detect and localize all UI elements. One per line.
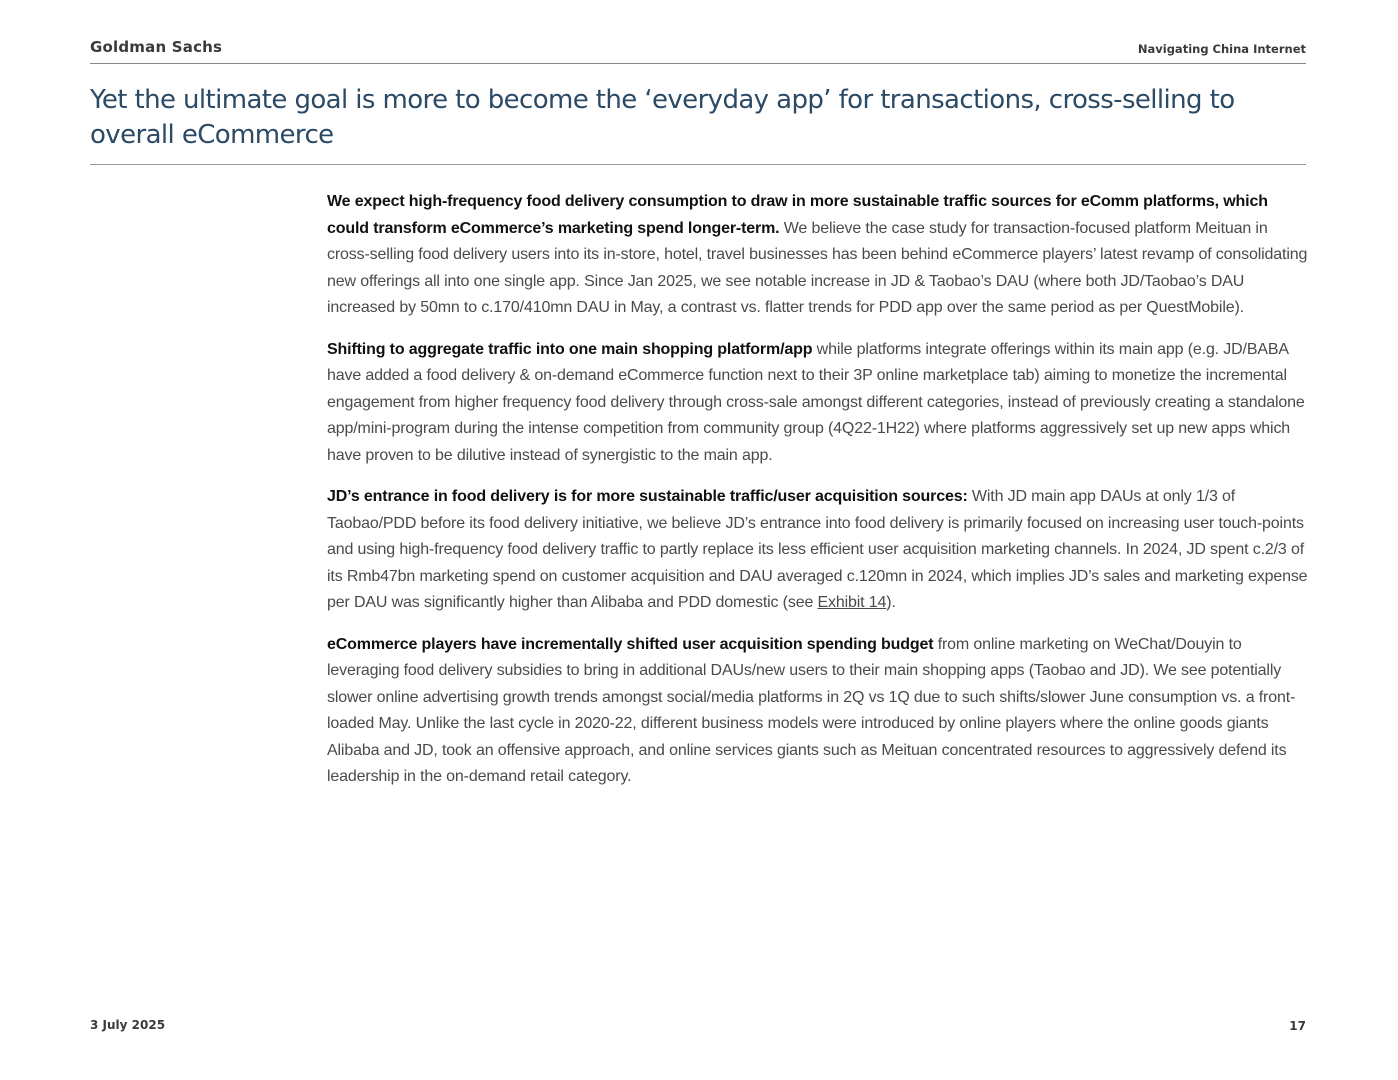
header-divider — [90, 63, 1306, 64]
paragraph-lead: JD’s entrance in food delivery is for more sustainable traffic/user acquisition sources: — [327, 488, 968, 505]
report-title: Navigating China Internet — [1137, 42, 1306, 56]
paragraph-lead: eCommerce players have incrementally shifted user acquisition spending budget — [327, 635, 934, 653]
publication-date: 3 July 2025 — [90, 1018, 166, 1032]
paragraph-body: while platforms integrate offerings within its main app (e.g. JD/BABA have added a food delivery & on-demand eCommerce function next to their 3P online marketplace tab) aiming to monetize the incremental engagement from higher frequency food delivery through cross-sale amongst different categories, instead of previously creating a standalone app/mini-program during the intense competition from community group (4Q22-1H22) where platforms aggressively set up new apps which have proven to be dilutive instead of synergistic to the main app. — [327, 340, 1305, 464]
paragraph-body: With JD main app DAUs at only 1/3 of Taobao/PDD before its food delivery initiative, we believe JD’s entrance into food delivery is primarily focused on increasing user touch-points and using high-frequency food delivery traffic to partly replace its less efficient user acquisition marketing channels. In 2024, JD spent c.2/3 of its Rmb47bn marketing spend on customer acquisition and DAU averaged c.120mn in 2024, which implies JD’s sales and marketing expense per DAU was significantly higher than Alibaba and PDD domestic (see — [327, 488, 1308, 611]
body-text — [327, 189, 1309, 806]
paragraph-lead: We expect high-frequency food delivery consumption to draw in more sustainable traffic sources for eComm platforms, which could transform eCommerce’s marketing spend longer-term. — [327, 193, 1268, 237]
page-title: Yet the ultimate goal is more to become the ‘everyday app’ for transactions, cross-selling to overall eCommerce — [90, 85, 1235, 150]
title-divider — [90, 164, 1306, 165]
brand-name: Goldman Sachs — [90, 38, 223, 56]
paragraph-body: We believe the case study for transaction-focused platform Meituan in cross-selling food delivery users into its in-store, hotel, travel businesses has been behind eCommerce players’ latest revamp of consolidating new offerings all into one single app. Since Jan 2025, we see notable increase in JD & Taobao’s DAU (where both JD/Taobao’s DAU increased by 50mn to c.170/410mn DAU in May, a contrast vs. flatter trends for PDD app over the same period as per QuestMobile). — [327, 219, 1308, 316]
paragraph-jd-food-delivery — [327, 484, 1309, 617]
exhibit-14-link[interactable]: Exhibit 14 — [817, 594, 887, 611]
page-number: 17 — [1289, 1019, 1306, 1033]
paragraph-aggregate-traffic — [327, 337, 1309, 470]
paragraph-tail: ). — [886, 594, 896, 611]
paragraph-body: from online marketing on WeChat/Douyin to leveraging food delivery subsidies to bring in additional DAUs/new users to their main shopping apps (Taobao and JD). We see potentially slower online advertising growth trends amongst social/media platforms in 2Q vs 1Q due to such shifts/slower June consumption vs. a front-loaded May. Unlike the last cycle in 2020-22, different business models were introduced by online players where the online goods giants Alibaba and JD, took an offensive approach, and online services giants such as Meituan concentrated resources to aggressively defend its leadership in the on-demand retail category. — [327, 635, 1296, 785]
paragraph-acquisition-budget — [327, 632, 1309, 791]
paragraph-traffic-sources — [327, 189, 1309, 322]
paragraph-lead: Shifting to aggregate traffic into one main shopping platform/app — [327, 340, 813, 358]
